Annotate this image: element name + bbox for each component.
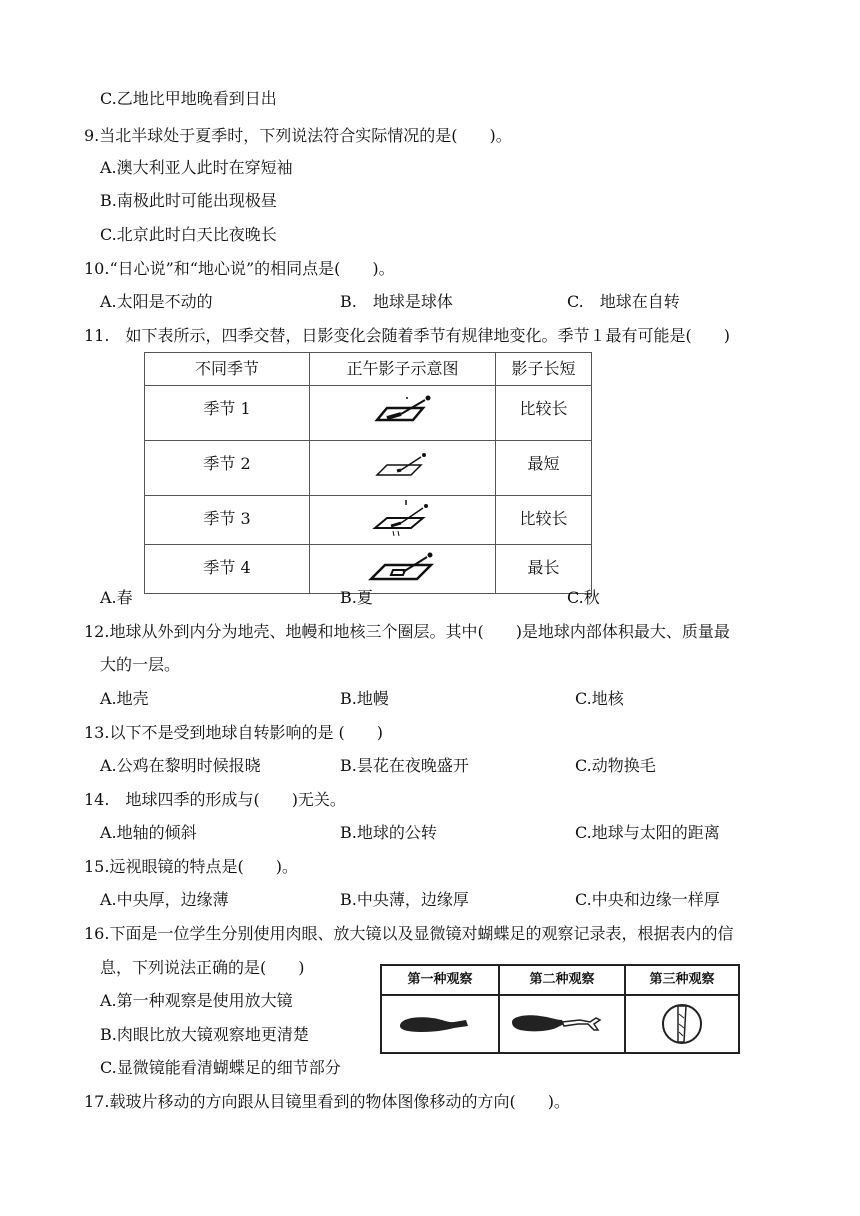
naked-eye-foot-image xyxy=(382,996,498,1052)
table-cell-length: 最长 xyxy=(496,545,592,594)
q12-option-b: B.地幔 xyxy=(340,689,389,708)
shadow-diagram-cell xyxy=(310,441,496,496)
q13-option-c: C.动物换毛 xyxy=(575,756,656,775)
table-cell-season: 季节 4 xyxy=(145,545,310,594)
magnifier-foot-image xyxy=(500,996,624,1052)
q16-option-c: C.显微镜能看清蝴蝶足的细节部分 xyxy=(100,1058,341,1077)
table-header-season: 不同季节 xyxy=(145,353,310,386)
q13-option-b: B.昙花在夜晚盛开 xyxy=(340,756,469,775)
shadow-diagram-4 xyxy=(353,545,453,589)
q11-option-c: C.秋 xyxy=(567,588,600,607)
shadow-diagram-cell xyxy=(310,545,496,594)
table-cell-season: 季节 3 xyxy=(145,496,310,545)
q10-option-b: B. 地球是球体 xyxy=(340,292,453,311)
q13-stem: 13.以下不是受到地球自转影响的是 ( ) xyxy=(84,723,384,742)
q14-stem: 14. 地球四季的形成与( )无关。 xyxy=(84,790,346,809)
q14-option-b: B.地球的公转 xyxy=(340,823,437,842)
q17-stem: 17.载玻片移动的方向跟从目镜里看到的物体图像移动的方向( )。 xyxy=(84,1092,570,1111)
table-header-length: 影子长短 xyxy=(496,353,592,386)
q12-stem-line1: 12.地球从外到内分为地壳、地幔和地核三个圈层。其中( )是地球内部体积最大、质量最 xyxy=(84,622,730,641)
q9-option-b: B.南极此时可能出现极昼 xyxy=(100,191,277,210)
q12-option-c: C.地核 xyxy=(575,689,624,708)
microscope-foot-image xyxy=(626,996,738,1052)
q16-stem-line1: 16.下面是一位学生分别使用肉眼、放大镜以及显微镜对蝴蝶足的观察记录表，根据表内的信 xyxy=(84,924,734,943)
season-shadow-table xyxy=(144,352,592,594)
q8-option-c: C.乙地比甲地晚看到日出 xyxy=(100,89,277,108)
q15-option-b: B.中央薄，边缘厚 xyxy=(340,890,469,909)
q9-stem: 9.当北半球处于夏季时，下列说法符合实际情况的是( )。 xyxy=(84,126,512,145)
q15-option-a: A.中央厚，边缘薄 xyxy=(100,890,229,909)
q12-stem-line2: 大的一层。 xyxy=(100,655,181,674)
figure-header-first: 第一种观察 xyxy=(382,966,498,996)
q11-stem: 11. 如下表所示，四季交替，日影变化会随着季节有规律地变化。季节１最有可能是( ) xyxy=(84,326,730,345)
table-cell-season: 季节 1 xyxy=(145,386,310,441)
table-cell-length: 比较长 xyxy=(496,386,592,441)
table-header-diagram: 正午影子示意图 xyxy=(310,353,496,386)
table-cell-length: 最短 xyxy=(496,441,592,496)
q9-option-a: A.澳大利亚人此时在穿短袖 xyxy=(100,158,293,177)
shadow-diagram-1 xyxy=(353,386,453,436)
q10-option-a: A.太阳是不动的 xyxy=(100,292,213,311)
shadow-diagram-2 xyxy=(353,441,453,491)
q15-option-c: C.中央和边缘一样厚 xyxy=(575,890,720,909)
q12-option-a: A.地壳 xyxy=(100,689,149,708)
q11-option-b: B.夏 xyxy=(340,588,373,607)
q13-option-a: A.公鸡在黎明时候报晓 xyxy=(100,756,261,775)
q16-option-a: A.第一种观察是使用放大镜 xyxy=(100,991,293,1010)
shadow-diagram-cell xyxy=(310,386,496,441)
q16-option-b: B.肉眼比放大镜观察地更清楚 xyxy=(100,1025,309,1044)
q11-option-a: A.春 xyxy=(100,588,133,607)
shadow-diagram-3 xyxy=(353,496,453,540)
table-cell-season: 季节 2 xyxy=(145,441,310,496)
q16-stem-line2: 息，下列说法正确的是( ) xyxy=(100,958,305,977)
q10-option-c: C. 地球在自转 xyxy=(567,292,680,311)
q9-option-c: C.北京此时白天比夜晚长 xyxy=(100,225,277,244)
figure-header-third: 第三种观察 xyxy=(626,966,738,996)
q14-option-a: A.地轴的倾斜 xyxy=(100,823,197,842)
q15-stem: 15.远视眼镜的特点是( )。 xyxy=(84,857,298,876)
butterfly-foot-observation-figure xyxy=(380,964,740,1054)
table-cell-length: 比较长 xyxy=(496,496,592,545)
figure-header-second: 第二种观察 xyxy=(500,966,624,996)
q10-stem: 10.“日心说”和“地心说”的相同点是( )。 xyxy=(84,259,395,278)
q14-option-c: C.地球与太阳的距离 xyxy=(575,823,720,842)
shadow-diagram-cell xyxy=(310,496,496,545)
